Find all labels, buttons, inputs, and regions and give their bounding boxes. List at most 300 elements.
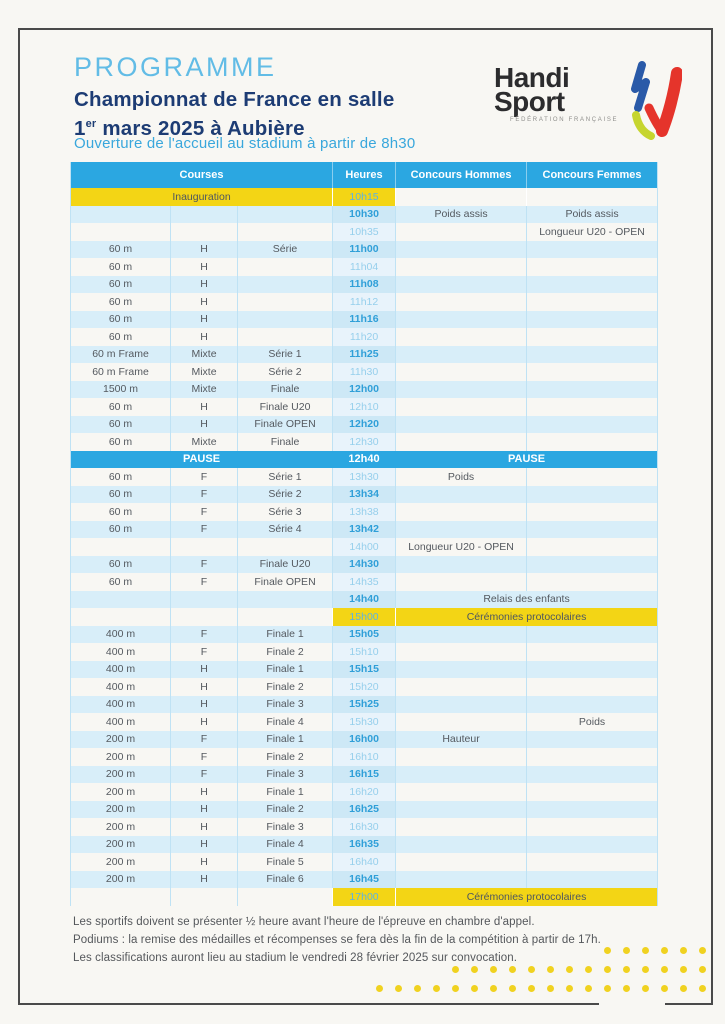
handisport-logo bbox=[494, 58, 682, 140]
distance-cell: 400 m bbox=[105, 680, 136, 693]
time-cell: 16h00 bbox=[333, 731, 396, 749]
femmes-cell bbox=[527, 556, 658, 574]
yellow-dot bbox=[623, 966, 630, 973]
header-concours-femmes: Concours Femmes bbox=[527, 162, 658, 188]
table-row bbox=[71, 276, 658, 294]
femmes-cell bbox=[527, 346, 658, 364]
round-cell: Finale 1 bbox=[238, 661, 333, 679]
distance-cell: 60 m bbox=[71, 486, 171, 504]
time-cell: 16h45 bbox=[333, 871, 396, 889]
time-cell: 16h15 bbox=[333, 766, 396, 784]
time-cell: 16h10 bbox=[333, 748, 396, 766]
round-cell: Finale bbox=[238, 381, 333, 399]
yellow-dot bbox=[490, 966, 497, 973]
round-cell: Finale 2 bbox=[238, 643, 333, 661]
yellow-dot bbox=[566, 985, 573, 992]
table-row bbox=[71, 591, 658, 609]
femmes-cell bbox=[527, 853, 658, 871]
hommes-cell bbox=[396, 433, 527, 451]
header-heures: Heures bbox=[333, 162, 396, 188]
yellow-dot bbox=[528, 966, 535, 973]
round-cell: Série 4 bbox=[238, 521, 333, 539]
handisport-logo-icon bbox=[620, 58, 682, 140]
table-row bbox=[71, 626, 658, 644]
femmes-cell bbox=[527, 521, 658, 539]
round-cell bbox=[238, 311, 333, 329]
hommes-cell bbox=[396, 713, 527, 731]
time-cell: 11h12 bbox=[333, 293, 396, 311]
hommes-cell bbox=[396, 346, 527, 364]
sex-cell bbox=[171, 206, 238, 224]
time-cell: 17h00 bbox=[333, 888, 396, 906]
sex-cell: H bbox=[171, 241, 238, 259]
table-header-row bbox=[71, 162, 658, 188]
time-cell: 10h35 bbox=[333, 223, 396, 241]
yellow-dot bbox=[528, 985, 535, 992]
distance-cell: 200 m bbox=[71, 801, 171, 819]
table-row bbox=[71, 206, 658, 224]
hommes-cell: Poids assis bbox=[396, 206, 527, 224]
round-cell: Série bbox=[238, 241, 333, 259]
distance-cell: 60 m bbox=[71, 521, 171, 539]
footer-note-2: Podiums : la remise des médailles et récompenses se fera dès la fin de la compétition à partir de 17h. bbox=[73, 934, 601, 947]
schedule-table bbox=[70, 162, 658, 906]
round-cell: Finale 1 bbox=[238, 731, 333, 749]
sex-cell: F bbox=[171, 503, 238, 521]
sex-cell: H bbox=[171, 853, 238, 871]
logo-word-sport: Sport bbox=[494, 85, 565, 117]
distance-cell: 60 m bbox=[108, 260, 133, 273]
yellow-dot bbox=[376, 985, 383, 992]
table-row bbox=[71, 223, 658, 241]
yellow-dot bbox=[680, 966, 687, 973]
distance-cell bbox=[71, 538, 171, 556]
sex-cell: H bbox=[171, 871, 238, 889]
round-cell bbox=[238, 538, 333, 556]
time-cell: 13h34 bbox=[333, 486, 396, 504]
sex-cell bbox=[171, 538, 238, 556]
time-cell: 15h15 bbox=[333, 661, 396, 679]
yellow-dot bbox=[623, 947, 630, 954]
sex-cell bbox=[171, 608, 238, 626]
hommes-cell bbox=[396, 573, 527, 591]
yellow-dot bbox=[585, 966, 592, 973]
date-number: 1 bbox=[74, 117, 86, 140]
yellow-dot bbox=[395, 985, 402, 992]
yellow-dot bbox=[604, 947, 611, 954]
subtitle-event: Championnat de France en salle bbox=[74, 88, 395, 111]
femmes-cell bbox=[527, 538, 658, 556]
date-ordinal: er bbox=[85, 118, 97, 131]
distance-cell: 60 m bbox=[108, 575, 133, 588]
sex-cell: F bbox=[171, 486, 238, 504]
femmes-cell bbox=[527, 363, 658, 381]
footer-note-3: Les classifications auront lieu au stadium le vendredi 28 février 2025 sur convocation. bbox=[73, 952, 518, 965]
table-row bbox=[71, 521, 658, 539]
femmes-cell: Poids assis bbox=[527, 206, 658, 224]
time-cell: 12h40 bbox=[333, 451, 396, 469]
yellow-dot bbox=[547, 966, 554, 973]
hommes-cell bbox=[396, 556, 527, 574]
date-rest: mars 2025 à Aubière bbox=[96, 117, 305, 140]
dot-row bbox=[376, 985, 706, 992]
sex-cell: F bbox=[171, 766, 238, 784]
table-row bbox=[71, 503, 658, 521]
time-cell: 16h25 bbox=[333, 801, 396, 819]
round-cell: Finale 1 bbox=[238, 626, 333, 644]
table-row bbox=[71, 661, 658, 679]
round-cell: Série 1 bbox=[238, 346, 333, 364]
distance-cell: 60 m bbox=[71, 311, 171, 329]
round-cell: Finale U20 bbox=[238, 556, 333, 574]
time-cell: 15h30 bbox=[333, 713, 396, 731]
time-cell: 15h10 bbox=[333, 643, 396, 661]
frame-bottom-gap bbox=[599, 1001, 665, 1010]
hommes-cell bbox=[396, 661, 527, 679]
yellow-dot bbox=[604, 985, 611, 992]
time-cell: 13h38 bbox=[333, 503, 396, 521]
femmes-cell bbox=[527, 748, 658, 766]
distance-cell: 60 m bbox=[108, 505, 133, 518]
hommes-cell bbox=[396, 398, 527, 416]
hommes-cell bbox=[396, 258, 527, 276]
yellow-dot bbox=[604, 966, 611, 973]
time-cell: 11h00 bbox=[333, 241, 396, 259]
relay-cell: Relais des enfants bbox=[396, 591, 658, 609]
hommes-cell bbox=[396, 766, 527, 784]
femmes-cell bbox=[527, 486, 658, 504]
time-cell: 12h30 bbox=[333, 433, 396, 451]
hommes-cell bbox=[396, 801, 527, 819]
sex-cell: H bbox=[171, 276, 238, 294]
yellow-dot bbox=[490, 985, 497, 992]
distance-cell: 200 m bbox=[105, 785, 136, 798]
table-row bbox=[71, 381, 658, 399]
femmes-cell bbox=[527, 293, 658, 311]
time-cell: 13h30 bbox=[333, 468, 396, 486]
yellow-dot bbox=[642, 985, 649, 992]
footer-notes bbox=[73, 913, 601, 967]
sex-cell: Mixte bbox=[171, 346, 238, 364]
femmes-cell bbox=[527, 468, 658, 486]
yellow-dot bbox=[414, 985, 421, 992]
time-cell: 16h20 bbox=[333, 783, 396, 801]
time-cell: 14h35 bbox=[333, 573, 396, 591]
femmes-cell bbox=[527, 871, 658, 889]
distance-cell: 200 m bbox=[71, 731, 171, 749]
hommes-cell bbox=[396, 626, 527, 644]
table-row bbox=[71, 258, 658, 276]
femmes-cell bbox=[527, 783, 658, 801]
table-row bbox=[71, 293, 658, 311]
sex-cell: H bbox=[171, 661, 238, 679]
femmes-cell bbox=[527, 433, 658, 451]
table-row bbox=[71, 713, 658, 731]
table-row bbox=[71, 643, 658, 661]
distance-cell: 400 m bbox=[71, 626, 171, 644]
time-cell: 11h25 bbox=[333, 346, 396, 364]
femmes-cell bbox=[527, 801, 658, 819]
sex-cell: H bbox=[171, 416, 238, 434]
hommes-cell bbox=[396, 241, 527, 259]
yellow-dot bbox=[452, 966, 459, 973]
hommes-cell bbox=[396, 381, 527, 399]
yellow-dot bbox=[452, 985, 459, 992]
femmes-cell bbox=[527, 276, 658, 294]
distance-cell bbox=[71, 888, 171, 906]
yellow-dot bbox=[623, 985, 630, 992]
table-row bbox=[71, 888, 658, 906]
time-cell: 15h20 bbox=[333, 678, 396, 696]
table-row bbox=[71, 433, 658, 451]
table-row bbox=[71, 451, 658, 469]
hommes-cell: Hauteur bbox=[396, 731, 527, 749]
round-cell bbox=[238, 328, 333, 346]
time-cell: 16h35 bbox=[333, 836, 396, 854]
header-courses: Courses bbox=[71, 162, 333, 188]
round-cell: Finale 2 bbox=[238, 801, 333, 819]
sex-cell: F bbox=[171, 573, 238, 591]
yellow-dot bbox=[509, 985, 516, 992]
table-row bbox=[71, 853, 658, 871]
femmes-cell bbox=[527, 678, 658, 696]
table-row bbox=[71, 468, 658, 486]
hommes-cell bbox=[396, 643, 527, 661]
sex-cell bbox=[171, 223, 238, 241]
sex-cell: H bbox=[171, 818, 238, 836]
femmes-cell bbox=[527, 258, 658, 276]
table-row bbox=[71, 871, 658, 889]
femmes-cell bbox=[527, 188, 658, 206]
femmes-cell bbox=[527, 311, 658, 329]
yellow-dot bbox=[661, 966, 668, 973]
table-row bbox=[71, 328, 658, 346]
table-row bbox=[71, 241, 658, 259]
sex-cell: F bbox=[171, 521, 238, 539]
time-cell: 14h40 bbox=[333, 591, 396, 609]
yellow-dot bbox=[680, 985, 687, 992]
femmes-cell bbox=[527, 241, 658, 259]
dot-row bbox=[452, 966, 706, 973]
distance-cell: 60 m bbox=[108, 330, 133, 343]
distance-cell: 200 m bbox=[105, 820, 136, 833]
opening-info: Ouverture de l'accueil au stadium à partir de 8h30 bbox=[74, 135, 416, 152]
yellow-dot bbox=[433, 985, 440, 992]
round-cell: Finale 2 bbox=[238, 748, 333, 766]
yellow-dot bbox=[680, 947, 687, 954]
time-cell: 13h42 bbox=[333, 521, 396, 539]
time-cell: 11h16 bbox=[333, 311, 396, 329]
round-cell: Finale 1 bbox=[238, 783, 333, 801]
sex-cell: F bbox=[171, 643, 238, 661]
time-cell: 14h00 bbox=[333, 538, 396, 556]
table-row bbox=[71, 731, 658, 749]
table-row bbox=[71, 573, 658, 591]
sex-cell: H bbox=[171, 398, 238, 416]
round-cell: Finale 4 bbox=[238, 836, 333, 854]
distance-cell: 200 m bbox=[105, 855, 136, 868]
yellow-dot bbox=[471, 985, 478, 992]
femmes-cell bbox=[527, 573, 658, 591]
table-row bbox=[71, 486, 658, 504]
round-cell: Finale 6 bbox=[238, 871, 333, 889]
sex-cell: F bbox=[171, 468, 238, 486]
sex-cell: H bbox=[171, 836, 238, 854]
distance-cell: 1500 m bbox=[71, 381, 171, 399]
table-row bbox=[71, 188, 658, 206]
logo-word-handi: Handi bbox=[494, 62, 570, 93]
round-cell bbox=[238, 206, 333, 224]
round-cell: Série 2 bbox=[238, 486, 333, 504]
distance-cell bbox=[71, 591, 171, 609]
table-row bbox=[71, 678, 658, 696]
hommes-cell: Poids bbox=[396, 468, 527, 486]
sex-cell: Mixte bbox=[171, 433, 238, 451]
table-row bbox=[71, 416, 658, 434]
sex-cell: F bbox=[171, 748, 238, 766]
yellow-dot bbox=[699, 966, 706, 973]
hommes-cell bbox=[396, 818, 527, 836]
distance-cell: 200 m bbox=[105, 750, 136, 763]
femmes-cell bbox=[527, 626, 658, 644]
round-cell: Finale OPEN bbox=[238, 416, 333, 434]
hommes-cell bbox=[396, 521, 527, 539]
yellow-dot bbox=[661, 947, 668, 954]
femmes-cell bbox=[527, 503, 658, 521]
hommes-cell: Longueur U20 - OPEN bbox=[396, 538, 527, 556]
logo-federation-caption: FÉDÉRATION FRANÇAISE bbox=[510, 117, 619, 124]
time-cell: 12h00 bbox=[333, 381, 396, 399]
distance-cell bbox=[71, 206, 171, 224]
sex-cell bbox=[171, 591, 238, 609]
yellow-dot bbox=[699, 947, 706, 954]
yellow-dot bbox=[699, 985, 706, 992]
distance-cell: 60 m bbox=[108, 400, 133, 413]
distance-cell: 400 m bbox=[71, 661, 171, 679]
time-cell: 10h30 bbox=[333, 206, 396, 224]
sex-cell bbox=[171, 888, 238, 906]
hommes-cell bbox=[396, 678, 527, 696]
time-cell: 10h15 bbox=[333, 188, 396, 206]
hommes-cell bbox=[396, 293, 527, 311]
round-cell bbox=[238, 293, 333, 311]
sex-cell: H bbox=[171, 783, 238, 801]
hommes-cell bbox=[396, 328, 527, 346]
footer-note-1: Les sportifs doivent se présenter ½ heure avant l'heure de l'épreuve en chambre d'appel. bbox=[73, 916, 535, 928]
sex-cell: Mixte bbox=[171, 381, 238, 399]
round-cell: Série 3 bbox=[238, 503, 333, 521]
hommes-cell bbox=[396, 853, 527, 871]
table-row bbox=[71, 346, 658, 364]
table-row bbox=[71, 836, 658, 854]
distance-cell: 200 m bbox=[71, 871, 171, 889]
femmes-cell bbox=[527, 661, 658, 679]
sex-cell: H bbox=[171, 328, 238, 346]
femmes-cell bbox=[527, 766, 658, 784]
sex-cell: H bbox=[171, 678, 238, 696]
table-row bbox=[71, 818, 658, 836]
ceremony-cell: Cérémonies protocolaires bbox=[396, 888, 658, 906]
sex-cell: H bbox=[171, 696, 238, 714]
round-cell bbox=[238, 276, 333, 294]
yellow-dot bbox=[471, 966, 478, 973]
femmes-cell bbox=[527, 398, 658, 416]
sex-cell: H bbox=[171, 311, 238, 329]
hommes-cell bbox=[396, 223, 527, 241]
yellow-dot bbox=[547, 985, 554, 992]
hommes-cell bbox=[396, 416, 527, 434]
inauguration-cell: Inauguration bbox=[71, 188, 333, 206]
dot-row bbox=[604, 947, 706, 954]
distance-cell: 60 m Frame bbox=[92, 365, 149, 378]
round-cell: Finale 4 bbox=[238, 713, 333, 731]
hommes-cell bbox=[396, 836, 527, 854]
femmes-cell bbox=[527, 696, 658, 714]
distance-cell: 60 m bbox=[71, 276, 171, 294]
table-row bbox=[71, 766, 658, 784]
time-cell: 12h10 bbox=[333, 398, 396, 416]
round-cell bbox=[238, 223, 333, 241]
table-row bbox=[71, 696, 658, 714]
round-cell: Finale 2 bbox=[238, 678, 333, 696]
distance-cell: 400 m bbox=[71, 696, 171, 714]
round-cell: Finale U20 bbox=[238, 398, 333, 416]
pause-label-cell: PAUSE bbox=[396, 451, 658, 469]
distance-cell bbox=[71, 608, 171, 626]
round-cell: Finale 3 bbox=[238, 766, 333, 784]
distance-cell: 60 m bbox=[71, 241, 171, 259]
femmes-cell bbox=[527, 416, 658, 434]
distance-cell: 60 m bbox=[71, 556, 171, 574]
sex-cell: F bbox=[171, 556, 238, 574]
table-row bbox=[71, 783, 658, 801]
schedule-body bbox=[71, 188, 658, 906]
yellow-dot bbox=[566, 966, 573, 973]
time-cell: 11h20 bbox=[333, 328, 396, 346]
pause-label-cell: PAUSE bbox=[71, 451, 333, 469]
header-concours-hommes: Concours Hommes bbox=[396, 162, 527, 188]
round-cell bbox=[238, 608, 333, 626]
distance-cell: 200 m bbox=[71, 836, 171, 854]
table-row bbox=[71, 398, 658, 416]
table-row bbox=[71, 608, 658, 626]
round-cell: Série 1 bbox=[238, 468, 333, 486]
round-cell bbox=[238, 258, 333, 276]
sex-cell: H bbox=[171, 258, 238, 276]
hommes-cell bbox=[396, 311, 527, 329]
distance-cell: 400 m bbox=[105, 715, 136, 728]
time-cell: 15h25 bbox=[333, 696, 396, 714]
distance-cell: 60 m bbox=[71, 416, 171, 434]
distance-cell: 60 m bbox=[108, 295, 133, 308]
sex-cell: H bbox=[171, 713, 238, 731]
hommes-cell bbox=[396, 486, 527, 504]
round-cell: Finale bbox=[238, 433, 333, 451]
hommes-cell bbox=[396, 276, 527, 294]
distance-cell: 60 m bbox=[108, 470, 133, 483]
page-title: PROGRAMME bbox=[74, 52, 277, 82]
sex-cell: H bbox=[171, 801, 238, 819]
hommes-cell bbox=[396, 696, 527, 714]
table-row bbox=[71, 556, 658, 574]
distance-cell: 400 m bbox=[105, 645, 136, 658]
femmes-cell bbox=[527, 818, 658, 836]
yellow-dot bbox=[509, 966, 516, 973]
hommes-cell bbox=[396, 503, 527, 521]
round-cell bbox=[238, 591, 333, 609]
table-row bbox=[71, 748, 658, 766]
time-cell: 16h30 bbox=[333, 818, 396, 836]
